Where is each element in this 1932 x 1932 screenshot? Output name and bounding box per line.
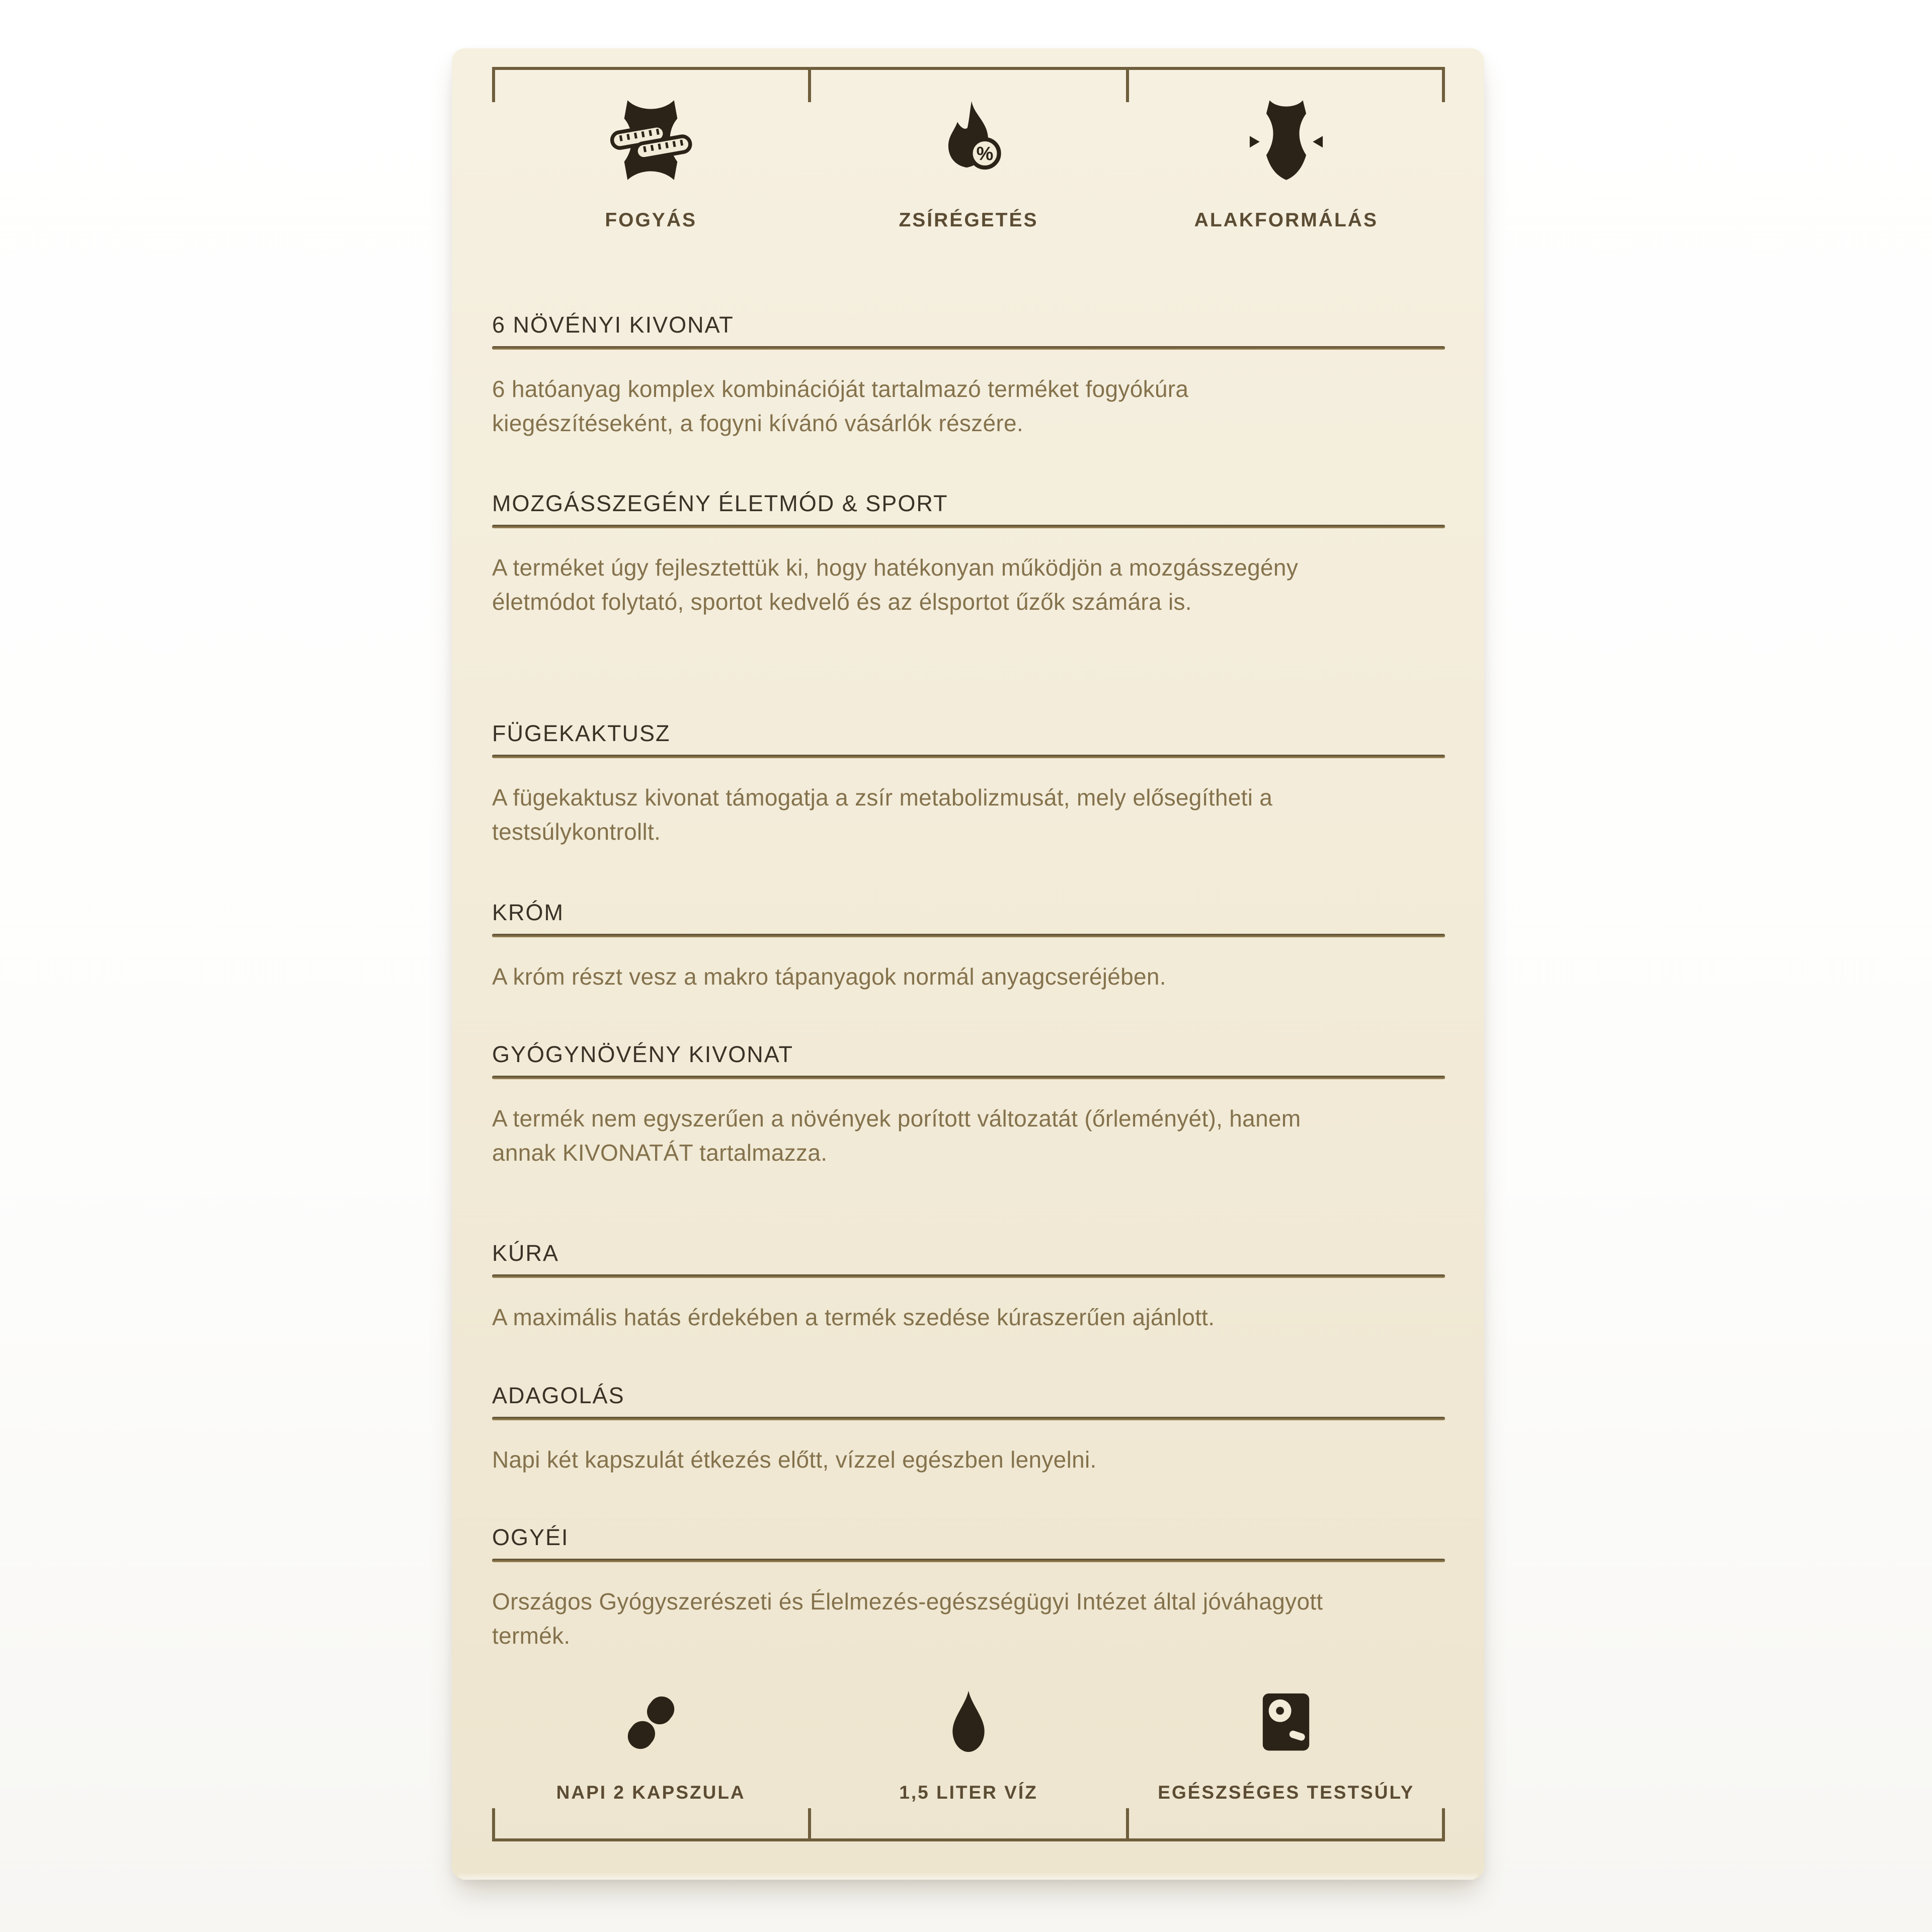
section-kura	[492, 1241, 1445, 1334]
benefit-weight-loss	[492, 99, 810, 231]
section-rule	[492, 1559, 1445, 1562]
section-body: Országos Gyógyszerészeti és Élelmezés-egészségügyi Intézet által jóváhagyott termék.	[492, 1588, 1323, 1649]
section-heading: ADAGOLÁS	[492, 1383, 625, 1408]
section-heading: KRÓM	[492, 900, 564, 925]
water-drop-icon	[935, 1689, 1002, 1756]
section-heading: FÜGEKAKTUSZ	[492, 720, 671, 746]
bracket-tick	[1126, 1808, 1129, 1838]
section-body: A terméket úgy fejlesztettük ki, hogy hatékonyan működjön a mozgásszegény életmódot folytató, sportot kedvelő és az élsportot űzők számára is.	[492, 554, 1299, 615]
svg-text:%: %	[977, 143, 994, 165]
scale-icon	[1253, 1689, 1319, 1756]
fact-daily-capsules	[492, 1689, 810, 1803]
section-heading: 6 NÖVÉNYI KIVONAT	[492, 312, 734, 338]
section-krom	[492, 900, 1445, 994]
waist-measuring-tape-icon	[609, 99, 692, 182]
panel-content	[492, 48, 1445, 1880]
section-rule	[492, 1274, 1445, 1278]
section-body: A termék nem egyszerűen a növények porított változatát (őrleményét), hanem annak KIVONATÁT tartalmazza.	[492, 1105, 1301, 1166]
bracket-tick	[808, 1808, 811, 1838]
bottom-bracket-line	[492, 1805, 1445, 1841]
section-body: 6 hatóanyag komplex kombinációját tartalmazó terméket fogyókúra kiegészítéseként, a fogyni kívánó vásárlók részére.	[492, 376, 1189, 436]
bracket-tick	[1442, 70, 1445, 102]
section-fugekaktusz	[492, 721, 1445, 849]
benefit-label: ZSÍRÉGETÉS	[899, 209, 1038, 231]
section-6-novenyi-kivonat	[492, 312, 1445, 440]
section-gyogynoveny-kivonat	[492, 1042, 1445, 1170]
bracket-tick	[808, 70, 811, 102]
section-heading: MOZGÁSSZEGÉNY ÉLETMÓD & SPORT	[492, 491, 948, 516]
fact-label: NAPI 2 KAPSZULA	[556, 1782, 746, 1803]
capsule-icon	[618, 1689, 684, 1756]
fact-water-intake	[810, 1689, 1127, 1803]
benefit-body-shaping	[1128, 99, 1445, 231]
product-box-back-panel	[452, 48, 1484, 1880]
benefits-row	[492, 99, 1445, 231]
section-rule	[492, 525, 1445, 528]
section-heading: OGYÉI	[492, 1524, 569, 1550]
facts-row	[492, 1689, 1445, 1803]
section-rule	[492, 934, 1445, 937]
section-rule	[492, 1076, 1445, 1079]
section-heading: KÚRA	[492, 1240, 559, 1266]
section-body: A króm részt vesz a makro tápanyagok normál anyagcseréjében.	[492, 963, 1166, 990]
benefit-fat-burning	[810, 99, 1127, 231]
section-rule	[492, 755, 1445, 758]
section-mozgasszegeny-eletmod	[492, 491, 1445, 619]
body-shaping-icon	[1245, 99, 1328, 182]
section-body: Napi két kapszulát étkezés előtt, vízzel egészben lenyelni.	[492, 1446, 1097, 1473]
section-rule	[492, 1417, 1445, 1420]
fact-label: 1,5 LITER VÍZ	[899, 1782, 1038, 1803]
benefit-label: FOGYÁS	[605, 209, 697, 231]
bracket-tick	[492, 1808, 495, 1838]
section-body: A fügekaktusz kivonat támogatja a zsír metabolizmusát, mely elősegítheti a testsúlykontrollt.	[492, 784, 1273, 845]
section-ogyei	[492, 1525, 1445, 1653]
benefit-label: ALAKFORMÁLÁS	[1194, 209, 1378, 231]
fact-healthy-weight	[1128, 1689, 1445, 1803]
fact-label: EGÉSZSÉGES TESTSÚLY	[1158, 1782, 1415, 1803]
section-adagolas	[492, 1383, 1445, 1477]
section-heading: GYÓGYNÖVÉNY KIVONAT	[492, 1041, 793, 1067]
section-body: A maximális hatás érdekében a termék szedése kúraszerűen ajánlott.	[492, 1304, 1215, 1330]
bracket-tick	[492, 70, 495, 102]
fat-burning-flame-icon	[927, 99, 1010, 182]
section-rule	[492, 346, 1445, 350]
bracket-tick	[1126, 70, 1129, 102]
bracket-tick	[1442, 1808, 1445, 1838]
